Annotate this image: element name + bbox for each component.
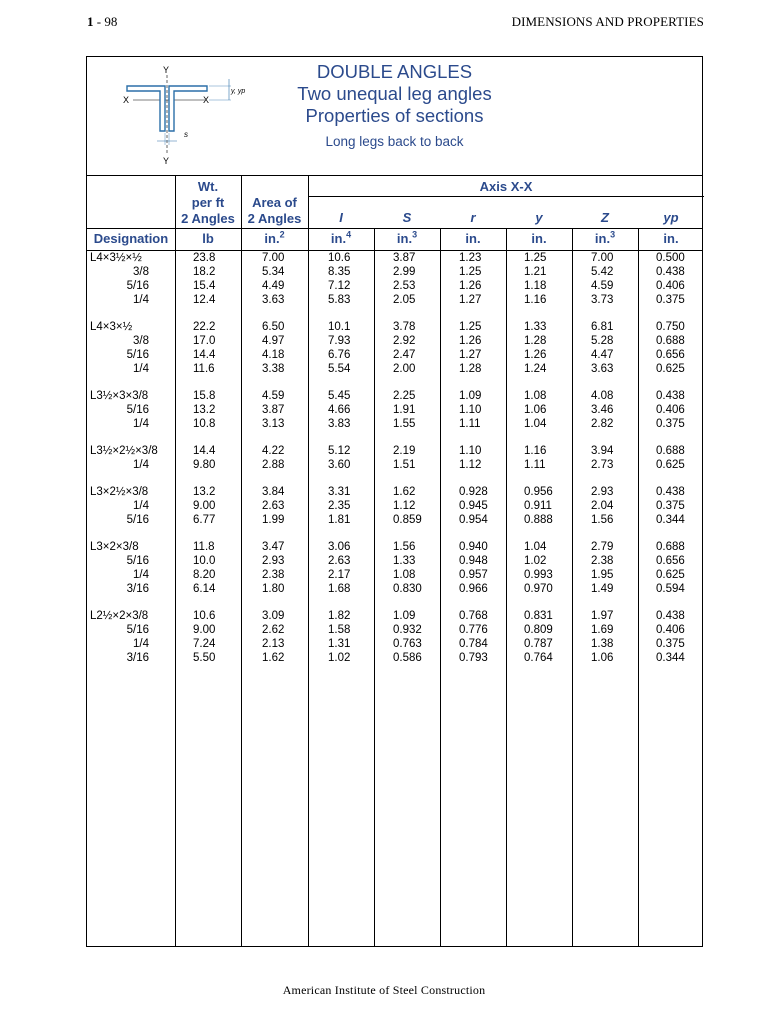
cell-Z: 4.47	[591, 349, 614, 361]
cell-S: 1.12	[393, 500, 416, 512]
cell-S: 1.51	[393, 459, 416, 471]
thickness-cell: 1/4	[133, 638, 149, 650]
cell-y: 0.831	[524, 610, 553, 622]
cell-yp: 0.344	[656, 514, 685, 526]
cell-I: 3.60	[328, 459, 351, 471]
thickness-cell: 1/4	[133, 459, 149, 471]
cell-r: 1.09	[459, 390, 482, 402]
cell-y: 1.18	[524, 280, 547, 292]
cell-Z: 2.73	[591, 459, 614, 471]
cell-r: 0.928	[459, 486, 488, 498]
cell-Z: 3.46	[591, 404, 614, 416]
cell-y: 1.04	[524, 418, 547, 430]
cell-I: 1.81	[328, 514, 351, 526]
unit-I: in.$^4$	[330, 229, 352, 246]
cell-I: 7.93	[328, 335, 351, 347]
cell-wt: 9.80	[193, 459, 216, 471]
axis-group-header: Axis X-X	[479, 179, 533, 194]
cell-I: 4.66	[328, 404, 351, 416]
unit-yp: in.	[663, 231, 679, 246]
cell-y: 0.956	[524, 486, 553, 498]
thickness-cell: 3/8	[133, 266, 149, 278]
cell-I: 3.06	[328, 541, 351, 553]
designation-cell: L4×3×½	[90, 321, 133, 333]
table-row	[87, 609, 702, 623]
cell-wt: 6.14	[193, 583, 216, 595]
title-line-1: DOUBLE ANGLES	[316, 61, 473, 82]
cell-Z: 1.97	[591, 610, 614, 622]
cell-y: 1.08	[524, 390, 547, 402]
cell-area: 4.59	[262, 390, 285, 402]
cell-Z: 2.04	[591, 500, 614, 512]
table-row	[87, 637, 702, 651]
cell-S: 1.08	[393, 569, 416, 581]
cell-Z: 4.08	[591, 390, 614, 402]
cell-S: 0.932	[393, 624, 422, 636]
cell-r: 1.10	[459, 404, 482, 416]
cell-wt: 18.2	[193, 266, 216, 278]
title-area	[87, 57, 702, 176]
cell-yp: 0.500	[656, 252, 685, 264]
cell-y: 1.24	[524, 363, 547, 375]
cell-yp: 0.688	[656, 335, 685, 347]
col-header-I: I	[339, 210, 343, 225]
cell-y: 0.787	[524, 638, 553, 650]
table-row	[87, 540, 702, 554]
table-row	[87, 513, 702, 527]
col-header-yp: yp	[663, 210, 679, 225]
table-row	[87, 279, 702, 293]
title-block	[267, 61, 522, 151]
cell-r: 1.26	[459, 280, 482, 292]
cell-area: 4.97	[262, 335, 285, 347]
cell-yp: 0.688	[656, 445, 685, 457]
cell-r: 1.23	[459, 252, 482, 264]
cell-wt: 8.20	[193, 569, 216, 581]
col-header-y: y	[535, 210, 543, 225]
cell-r: 1.11	[459, 418, 481, 430]
cell-area: 4.22	[262, 445, 285, 457]
running-header: DIMENSIONS AND PROPERTIES	[511, 14, 704, 29]
cell-Z: 6.81	[591, 321, 614, 333]
cell-yp: 0.750	[656, 321, 685, 333]
diagram-s: s	[184, 130, 188, 139]
cell-yp: 0.625	[656, 363, 685, 375]
cell-S: 1.55	[393, 418, 416, 430]
cell-S: 0.586	[393, 652, 422, 664]
thickness-cell: 5/16	[126, 555, 149, 567]
cell-wt: 13.2	[193, 404, 216, 416]
cell-yp: 0.375	[656, 638, 685, 650]
cell-S: 1.62	[393, 486, 416, 498]
table-row	[87, 417, 702, 431]
cell-r: 1.12	[459, 459, 482, 471]
cell-yp: 0.438	[656, 266, 685, 278]
cell-y: 1.28	[524, 335, 547, 347]
thickness-cell: 5/16	[126, 280, 149, 292]
cell-S: 2.00	[393, 363, 416, 375]
table-row	[87, 651, 702, 665]
cell-r: 1.28	[459, 363, 482, 375]
cell-I: 2.17	[328, 569, 351, 581]
cell-area: 4.18	[262, 349, 285, 361]
cell-Z: 1.06	[591, 652, 614, 664]
cell-r: 0.957	[459, 569, 488, 581]
col-header-r: r	[470, 210, 476, 225]
cell-area: 1.80	[262, 583, 285, 595]
cell-y: 1.25	[524, 252, 547, 264]
thickness-cell: 1/4	[133, 418, 149, 430]
title-line-3: Properties of sections	[305, 105, 484, 126]
thickness-cell: 5/16	[126, 624, 149, 636]
unit-y: in.	[531, 231, 547, 246]
cell-y: 0.970	[524, 583, 553, 595]
cell-wt: 22.2	[193, 321, 216, 333]
table-row	[87, 334, 702, 348]
cell-Z: 1.49	[591, 583, 614, 595]
table-row	[87, 348, 702, 362]
cell-y: 1.16	[524, 445, 547, 457]
cell-area: 5.34	[262, 266, 285, 278]
cell-area: 2.63	[262, 500, 285, 512]
cell-Z: 1.56	[591, 514, 614, 526]
thickness-cell: 1/4	[133, 294, 149, 306]
cell-yp: 0.656	[656, 555, 685, 567]
thickness-cell: 1/4	[133, 363, 149, 375]
table-row	[87, 623, 702, 637]
cell-Z: 1.38	[591, 638, 614, 650]
wt-header: Wt. per ft 2 Angles	[181, 179, 235, 226]
cell-S: 2.47	[393, 349, 416, 361]
cell-y: 1.11	[524, 459, 546, 471]
cell-y: 1.26	[524, 349, 547, 361]
thickness-cell: 3/16	[126, 652, 149, 664]
designation-cell: L3½×2½×3/8	[90, 445, 158, 457]
cell-y: 1.02	[524, 555, 547, 567]
cell-Z: 1.69	[591, 624, 614, 636]
table-row	[87, 320, 702, 334]
designation-header: Designation	[93, 231, 169, 246]
cell-y: 0.888	[524, 514, 553, 526]
cell-I: 1.02	[328, 652, 351, 664]
cell-Z: 5.28	[591, 335, 614, 347]
cell-I: 6.76	[328, 349, 351, 361]
cell-yp: 0.375	[656, 418, 685, 430]
double-angle-section-diagram	[109, 63, 259, 171]
diagram-x-right: X	[203, 95, 210, 105]
cell-area: 2.38	[262, 569, 285, 581]
table-row	[87, 251, 702, 265]
cell-Z: 4.59	[591, 280, 614, 292]
thickness-cell: 3/16	[126, 583, 149, 595]
cell-I: 2.63	[328, 555, 351, 567]
cell-Z: 2.38	[591, 555, 614, 567]
cell-S: 2.53	[393, 280, 416, 292]
cell-S: 0.859	[393, 514, 422, 526]
cell-yp: 0.375	[656, 500, 685, 512]
cell-S: 2.19	[393, 445, 416, 457]
cell-Z: 2.93	[591, 486, 614, 498]
cell-I: 3.31	[328, 486, 351, 498]
cell-area: 3.63	[262, 294, 285, 306]
cell-Z: 5.42	[591, 266, 614, 278]
cell-yp: 0.406	[656, 280, 685, 292]
diagram-x-left: X	[123, 95, 130, 105]
table-row	[87, 293, 702, 307]
cell-r: 1.10	[459, 445, 482, 457]
cell-wt: 9.00	[193, 500, 216, 512]
cell-I: 1.82	[328, 610, 351, 622]
cell-Z: 3.63	[591, 363, 614, 375]
cell-area: 3.13	[262, 418, 285, 430]
cell-wt: 7.24	[193, 638, 216, 650]
unit-r: in.	[465, 231, 481, 246]
thickness-cell: 3/8	[133, 335, 149, 347]
cell-Z: 1.95	[591, 569, 614, 581]
cell-I: 1.68	[328, 583, 351, 595]
table-row	[87, 265, 702, 279]
cell-r: 0.784	[459, 638, 488, 650]
cell-I: 2.35	[328, 500, 351, 512]
cell-wt: 11.8	[193, 541, 215, 553]
cell-wt: 23.8	[193, 252, 216, 264]
cell-S: 1.09	[393, 610, 416, 622]
cell-r: 0.768	[459, 610, 488, 622]
table-row	[87, 444, 702, 458]
cell-I: 5.83	[328, 294, 351, 306]
cell-yp: 0.625	[656, 459, 685, 471]
cell-r: 1.25	[459, 321, 482, 333]
designation-cell: L3×2½×3/8	[90, 486, 149, 498]
cell-area: 2.62	[262, 624, 285, 636]
thickness-cell: 5/16	[126, 349, 149, 361]
cell-area: 3.84	[262, 486, 285, 498]
page-number: 1 - 98	[87, 14, 118, 29]
cell-Z: 2.82	[591, 418, 614, 430]
unit-Z: in.$^3$	[594, 229, 616, 246]
cell-S: 2.92	[393, 335, 416, 347]
cell-wt: 10.8	[193, 418, 216, 430]
cell-wt: 9.00	[193, 624, 216, 636]
cell-area: 1.62	[262, 652, 285, 664]
cell-I: 1.58	[328, 624, 351, 636]
cell-S: 1.91	[393, 404, 416, 416]
table-row	[87, 582, 702, 596]
table-row	[87, 389, 702, 403]
cell-y: 1.06	[524, 404, 547, 416]
cell-r: 0.793	[459, 652, 488, 664]
cell-S: 0.830	[393, 583, 422, 595]
cell-r: 0.940	[459, 541, 488, 553]
cell-area: 6.50	[262, 321, 285, 333]
cell-r: 1.25	[459, 266, 482, 278]
unit-S: in.$^3$	[396, 229, 418, 246]
cell-area: 3.09	[262, 610, 285, 622]
cell-S: 3.78	[393, 321, 416, 333]
cell-I: 3.83	[328, 418, 351, 430]
cell-wt: 13.2	[193, 486, 216, 498]
cell-I: 5.54	[328, 363, 351, 375]
cell-wt: 17.0	[193, 335, 216, 347]
cell-yp: 0.438	[656, 486, 685, 498]
cell-S: 0.763	[393, 638, 422, 650]
cell-wt: 11.6	[193, 363, 215, 375]
cell-Z: 2.79	[591, 541, 614, 553]
designation-cell: L3×2×3/8	[90, 541, 139, 553]
cell-I: 10.6	[328, 252, 351, 264]
cell-yp: 0.688	[656, 541, 685, 553]
cell-I: 5.12	[328, 445, 351, 457]
cell-area: 4.49	[262, 280, 285, 292]
table-row	[87, 499, 702, 513]
area-header: Area of 2 Angles	[247, 195, 302, 226]
cell-area: 3.47	[262, 541, 285, 553]
cell-r: 0.966	[459, 583, 488, 595]
cell-r: 1.26	[459, 335, 482, 347]
cell-area: 1.99	[262, 514, 285, 526]
cell-Z: 3.94	[591, 445, 614, 457]
cell-r: 0.948	[459, 555, 488, 567]
cell-yp: 0.375	[656, 294, 685, 306]
cell-wt: 14.4	[193, 445, 216, 457]
cell-S: 2.25	[393, 390, 416, 402]
cell-S: 2.99	[393, 266, 416, 278]
diagram-y-bottom: Y	[163, 156, 170, 166]
cell-r: 0.776	[459, 624, 488, 636]
cell-area: 3.87	[262, 404, 285, 416]
table-row	[87, 568, 702, 582]
cell-wt: 10.6	[193, 610, 216, 622]
thickness-cell: 5/16	[126, 514, 149, 526]
cell-wt: 12.4	[193, 294, 216, 306]
cell-yp: 0.406	[656, 404, 685, 416]
unit-wt: lb	[202, 231, 214, 246]
cell-r: 1.27	[459, 349, 482, 361]
cell-yp: 0.438	[656, 610, 685, 622]
diagram-y-yp: y, yp	[231, 88, 246, 95]
cell-I: 8.35	[328, 266, 351, 278]
diagram-y-top: Y	[163, 65, 170, 75]
cell-area: 3.38	[262, 363, 285, 375]
cell-wt: 14.4	[193, 349, 216, 361]
cell-yp: 0.406	[656, 624, 685, 636]
table-row	[87, 485, 702, 499]
cell-yp: 0.594	[656, 583, 685, 595]
cell-r: 0.954	[459, 514, 488, 526]
designation-cell: L2½×2×3/8	[90, 610, 149, 622]
designation-cell: L3½×3×3/8	[90, 390, 149, 402]
cell-y: 1.33	[524, 321, 547, 333]
thickness-cell: 5/16	[126, 404, 149, 416]
cell-r: 0.945	[459, 500, 488, 512]
cell-y: 0.993	[524, 569, 553, 581]
cell-I: 5.45	[328, 390, 351, 402]
col-header-S: S	[402, 210, 412, 225]
cell-wt: 10.0	[193, 555, 216, 567]
table-row	[87, 458, 702, 472]
cell-I: 10.1	[328, 321, 351, 333]
cell-yp: 0.344	[656, 652, 685, 664]
col-header-Z: Z	[601, 210, 609, 225]
unit-area: in.$^2$	[264, 229, 285, 246]
cell-yp: 0.438	[656, 390, 685, 402]
cell-wt: 15.8	[193, 390, 216, 402]
designation-cell: L4×3½×½	[90, 252, 142, 264]
cell-area: 2.88	[262, 459, 285, 471]
cell-y: 0.911	[524, 500, 552, 512]
cell-area: 2.13	[262, 638, 285, 650]
thickness-cell: 1/4	[133, 569, 149, 581]
cell-Z: 3.73	[591, 294, 614, 306]
cell-yp: 0.625	[656, 569, 685, 581]
cell-S: 3.87	[393, 252, 416, 264]
cell-S: 2.05	[393, 294, 416, 306]
cell-y: 1.21	[524, 266, 547, 278]
cell-yp: 0.656	[656, 349, 685, 361]
cell-y: 1.04	[524, 541, 547, 553]
cell-I: 1.31	[328, 638, 351, 650]
properties-table	[86, 56, 703, 947]
title-line-2: Two unequal leg angles	[297, 83, 492, 104]
cell-S: 1.33	[393, 555, 416, 567]
cell-area: 7.00	[262, 252, 285, 264]
thickness-cell: 1/4	[133, 500, 149, 512]
table-row	[87, 362, 702, 376]
cell-wt: 5.50	[193, 652, 216, 664]
cell-I: 7.12	[328, 280, 351, 292]
axis-group-underline	[308, 196, 704, 197]
cell-r: 1.27	[459, 294, 482, 306]
cell-y: 0.809	[524, 624, 553, 636]
cell-Z: 7.00	[591, 252, 614, 264]
cell-wt: 15.4	[193, 280, 216, 292]
cell-y: 1.16	[524, 294, 547, 306]
cell-S: 1.56	[393, 541, 416, 553]
cell-wt: 6.77	[193, 514, 216, 526]
cell-y: 0.764	[524, 652, 553, 664]
table-row	[87, 554, 702, 568]
footer: American Institute of Steel Construction	[282, 983, 486, 997]
title-line-4: Long legs back to back	[325, 134, 464, 149]
table-row	[87, 403, 702, 417]
cell-area: 2.93	[262, 555, 285, 567]
